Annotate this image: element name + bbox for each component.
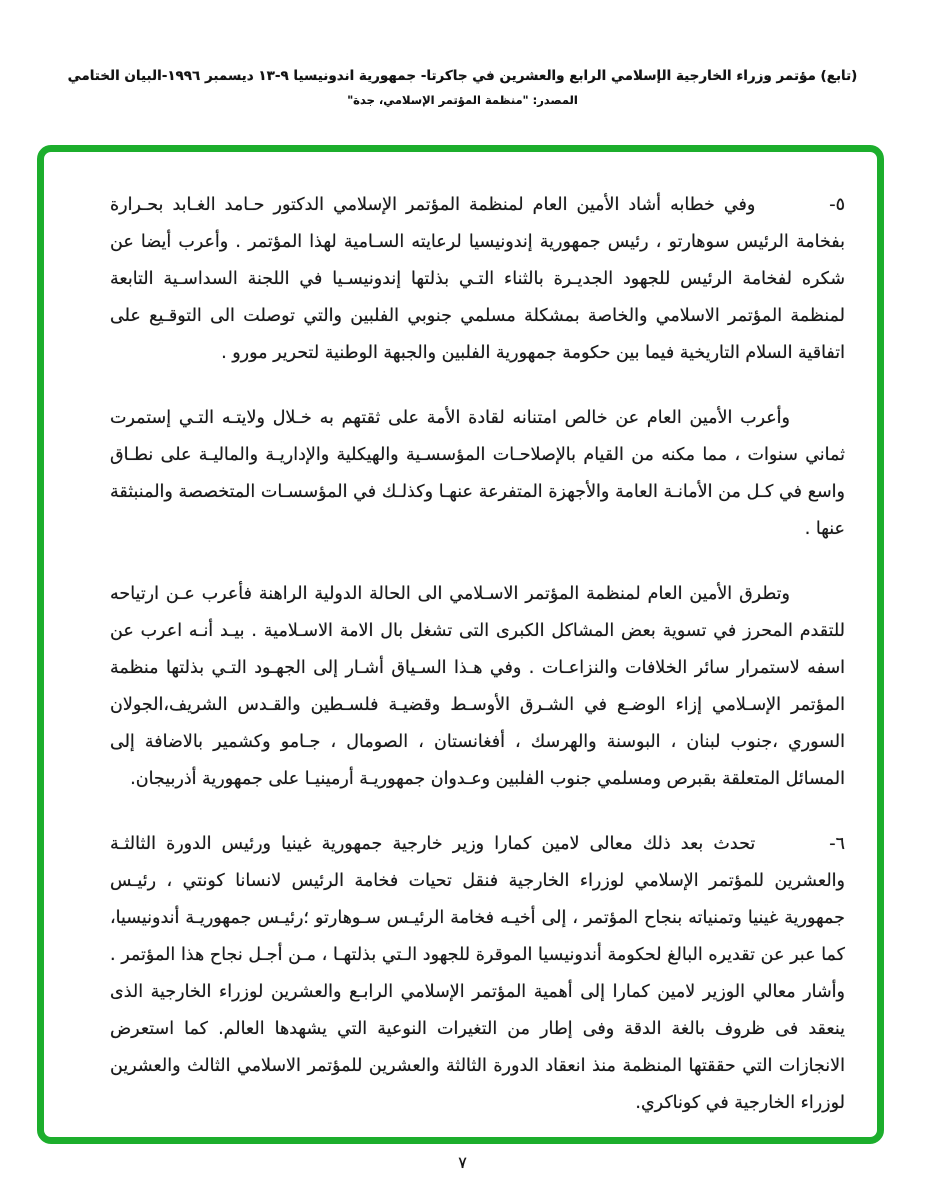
paragraph-5-number: ٥- (829, 195, 845, 215)
paragraph-unnumbered-1-text: وأعرب الأمين العام عن خالص امتنانه لقادة الأمة على ثقتهم به خـلال ولايتـه التـي إستمرت ثماني سنوات ، مما مكنه من القيام بالإصلاحـات المؤسسـية والهيكلية والإداريـة والماليـة على نطـاق واسع في كـل من الأمانـة العامة والأجهزة المتفرعة عنهـا وكذلـك في المؤسسـات المتخصصة والمنبثقة عنها . (110, 408, 845, 539)
paragraph-5 (110, 187, 845, 372)
paragraph-5-text: وفي خطابه أشاد الأمين العام لمنظمة المؤتمر الإسلامي الدكتور حـامد الغـابد بحـرارة بفخامة الرئيس سوهارتو ، رئيس جمهورية إندونيسيا لرعايته السـامية لهذا المؤتمر . وأعرب أيضا عن شكره لفخامة الرئيس للجهود الجديـرة بالثناء التـي بذلتها إندونيسـيا في اللجنة السداسـية التابعة لمنظمة المؤتمر الاسلامي والخاصة بمشكلة مسلمي جنوبي الفلبين والتي توصلت الى التوقـيع على اتفاقية السلام التاريخية فيما بين حكومة جمهورية الفلبين والجبهة الوطنية لتحرير مورو . (110, 195, 845, 363)
header-title-line: (تابع) مؤتمر وزراء الخارجية الإسلامي الرابع والعشرين في جاكرتا- جمهورية اندونيسيا ٩-١٣ ديسمبر ١٩٩٦-البيان الختامي (67, 68, 858, 84)
paragraph-6-text: تحدث بعد ذلك معالى لامين كمارا وزير خارجية جمهورية غينيا ورئيس الدورة الثالثـة والعشرين للمؤتمر الإسلامي لوزراء الخارجية فنقل تحيات فخامة الرئيس لانسانا كونتي ، رئيـس جمهورية غينيا وتمنياته بنجاح المؤتمر ، إلى أخيـه فخامة الرئيـس سـوهارتو ؛رئيـس جمهوريـة أندونيسيا، كما عبر عن تقديره البالغ لحكومة أندونيسيا الموقرة للجهود الـتي بذلتهـا ، مـن أجـل نجاح هذا المؤتمر . وأشار معالي الوزير لامين كمارا إلى أهمية المؤتمر الإسلامي الرابـع والعشرين لوزراء الخارجية الذى ينعقد فى ظروف بالغة الدقة وفى إطار من التغيرات النوعية التي يشهدها العالم. كما استعرض الانجازات التي حققتها المنظمة منذ انعقاد الدورة الثالثة والعشرين للمؤتمر الاسلامي الثالث والعشرين لوزراء الخارجية في كوناكري. (110, 834, 845, 1113)
paragraph-unnumbered-1 (110, 400, 845, 548)
paragraph-unnumbered-2 (110, 576, 845, 798)
paragraph-unnumbered-2-text: وتطرق الأمين العام لمنظمة المؤتمر الاسـلامي الى الحالة الدولية الراهنة فأعرب عـن ارتياحه للتقدم المحرز في تسوية بعض المشاكل الكبرى التى تشغل بال الامة الاسـلامية . بيـد أنـه اعرب عن اسفه لاستمرار سائر الخلافات والنزاعـات . وفي هـذا السـياق أشـار إلى الجهـود التـي بذلتها منظمة المؤتمر الإسـلامي إزاء الوضـع في الشـرق الأوسـط وقضيـة فلسـطين والقـدس الشريف،الجولان السوري ،جنوب لبنان ، البوسنة والهرسك ، أفغانستان ، الصومال ، جـامو وكشمير بالاضافة إلى المسائل المتعلقة بقبرص ومسلمي جنوب الفلبين وعـدوان جمهوريـة أرمينيـا على جمهورية أذربيجان. (110, 584, 845, 789)
document-header (0, 68, 925, 107)
page-number: ٧ (458, 1153, 467, 1172)
green-highlight-frame (37, 145, 884, 1144)
document-body (110, 187, 845, 1150)
header-source-line: المصدر: "منظمة المؤتمر الإسلامي، جدة" (347, 93, 578, 107)
paragraph-6-number: ٦- (829, 834, 845, 854)
paragraph-6 (110, 826, 845, 1122)
